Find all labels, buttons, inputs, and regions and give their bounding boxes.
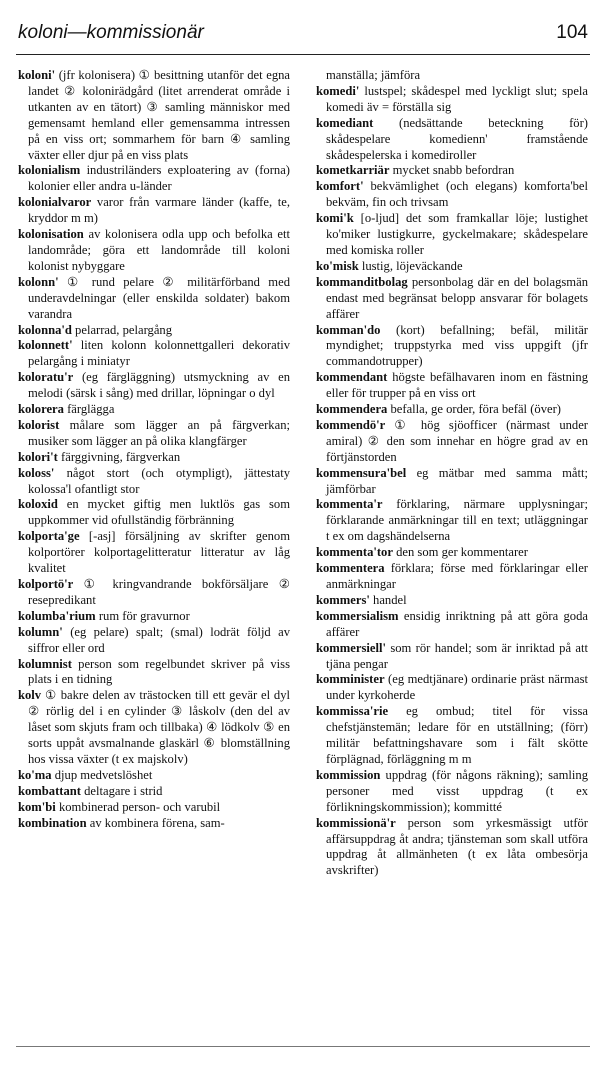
headword: komman'do [316,322,381,337]
headword: kolonnett' [18,338,73,353]
definition: ensidig inriktning på att göra goda affärer [326,608,588,639]
headword: kommenta'r [316,497,383,512]
definition: ① kringvandrande bokförsäljare ② resepredikant [28,577,290,607]
running-head: koloni—kommissionär [18,22,204,43]
dictionary-entry [316,466,588,498]
headword: ko'ma [18,767,52,782]
headword: komi'k [316,211,354,226]
dictionary-entry [316,561,588,593]
headword: kolumba'rium [18,608,96,623]
dictionary-entry [18,816,290,832]
headword: kommission [316,767,381,782]
dictionary-entry [316,497,588,545]
headword: komedi' [316,83,360,98]
dictionary-entry [18,609,290,625]
headword: kommersialism [316,608,399,623]
definition: liten kolonn kolonnettgalleri dekorativ pelargång i miniatyr [28,338,290,369]
definition: person som regelbundet skriver på viss plats i en tidning [28,656,290,687]
dictionary-entry [316,84,588,116]
dictionary-entry [18,529,290,577]
definition: (jfr kolonisera) ① besittning utanför det egna landet ② kolonirädgård (litet arrenderat område i utkanten av en tätort) ③ samling människor med gemensamt hemland eller gemensamma intressen på en viss ort; sommarhem för barn ④ samling växter eller djur på en viss plats [28,68,290,162]
dictionary-entry [316,418,588,466]
definition: (eg pelare) spalt; (smal) lodrät följd av siffror eller ord [28,624,290,655]
definition: befalla, ge order, föra befäl (över) [387,402,561,417]
headword: kolonialism [18,163,81,178]
dictionary-entry [316,816,588,880]
definition: (kort) befallning; befäl, militär myndighet; truppstyrka med viss uppgift (jfr commandotrupper) [326,322,588,369]
headword: kolori't [18,449,58,464]
definition: ① hög sjöofficer (närmast under amiral) ② den som innehar en högre grad av en förtjänstorden [326,417,588,464]
definition: manställa; jämföra [326,68,421,82]
definition: ① rund pelare ② militärförband med underavdelningar (eller enskilda soldater) bakom varandra [28,274,290,321]
headword: koloss' [18,465,55,480]
definition: eg mätbar med samma mått; jämförbar [326,465,588,496]
headword: kom'bi [18,799,56,814]
dictionary-entry [316,768,588,816]
dictionary-entry [316,116,588,164]
dictionary-entry [316,609,588,641]
definition: pelarrad, pelargång [71,322,173,337]
headword: kometkarriär [316,163,390,178]
dictionary-entry [316,163,588,179]
definition: (nedsättande beteckning för) skådespelare komedienn' framstående skådespelerska i komediroller [326,115,588,162]
headword: komfort' [316,179,364,194]
headword: kolumnist [18,656,72,671]
definition: deltagare i strid [80,783,163,798]
definition: person som yrkesmässigt utför affärsuppdrag åt andra; tjänsteman som skall utföra uppdrag åt allmänheten (t ex låta ombesörja avskrifter) [326,815,588,878]
dictionary-entry [18,275,290,323]
dictionary-entry [18,370,290,402]
dictionary-entry [18,688,290,768]
dictionary-entry [316,545,588,561]
definition: lustspel; skådespel med lyckligt slut; spela komedi äv = förställa sig [326,83,588,114]
dictionary-entry [316,370,588,402]
headword: kommendant [316,370,388,385]
definition: handel [369,592,407,607]
headword: kommanditbolag [316,274,408,289]
dictionary-entry [316,672,588,704]
dictionary-entry [18,768,290,784]
definition: [o-ljud] det som framkallar löje; lustighet ko'miker lustigkurre, gyckelmakare; skådespelare med komiska roller [326,211,588,257]
headword: kommensura'bel [316,465,407,480]
headword: kolv [18,688,42,703]
dictionary-entry [18,657,290,689]
headword: kombattant [18,783,81,798]
headword: kolorist [18,417,60,432]
definition: av kombinera förena, sam- [86,815,225,830]
definition: personbolag där en del bolagsmän endast med begränsat belopp ansvarar för bolagets affärer [326,274,588,321]
definition: färggivning, färgverkan [57,449,181,464]
dictionary-entry [316,323,588,371]
headword: kommers' [316,592,370,607]
footer-rule [16,1046,590,1047]
headword: kolonna'd [18,322,72,337]
headword: kommenta'tor [316,545,393,560]
headword: kommentera [316,561,385,576]
dictionary-entry [18,784,290,800]
definition: lustig, löjeväckande [358,258,463,273]
page-number: 104 [556,22,588,43]
headword: kolportö'r [18,577,74,591]
dictionary-entry [18,163,290,195]
dictionary-entry [316,275,588,323]
definition: eg ombud; titel för vissa chefstjänstemän; ledare för en utställning; (förr) militär befattningshavare som i fält skötte förplägnad, förläggning m m [326,704,588,766]
headword: kombination [18,815,87,830]
dictionary-entry [316,179,588,211]
definition: djup medvetslöshet [51,767,153,782]
definition: bekvämlighet (och elegans) komforta'bel bekväm, fin och trivsam [326,179,588,210]
dictionary-entry [316,211,588,259]
definition: kombinerad person- och varubil [55,799,221,814]
definition: (eg medtjänare) ordinarie präst närmast under kyrkoherde [326,672,588,703]
definition: en mycket giftig men luktlös gas som uppkommer vid ofullständig förbränning [28,497,290,528]
left-column [18,68,290,832]
dictionary-entry [18,800,290,816]
definition: ① bakre delen av trästocken till ett gevär el dyl ② rörlig del i en cylinder ③ låskolv (den del av låset som skjuts fram och tillbaka) ④ lödkolv ⑤ en sorts uppåt avsmalnande glaskärl ⑥ blomställning hos vissa växter (t ex majskolv) [28,688,290,766]
dictionary-entry [18,323,290,339]
headword: kommissa'rie [316,704,389,719]
definition: målare som lägger an på färgverkan; musiker som lägger an på olika klangfärger [28,417,290,448]
definition: industriländers exploatering av (forna) kolonier eller andra u-länder [28,163,290,194]
dictionary-entry [18,195,290,227]
headword: kommersiell' [316,640,386,655]
headword: kolonn' [18,274,59,289]
definition: [-asj] försäljning av skrifter genom kolportörer kolportagelitteratur litteratur av låg kvalitet [28,529,290,576]
definition: som rör handel; som är inriktad på att tjäna pengar [326,640,588,671]
definition: rum för gravurnor [95,608,190,623]
dictionary-entry [18,418,290,450]
dictionary-entry [18,497,290,529]
dictionary-entry [18,402,290,418]
headword: kolorera [18,402,64,417]
right-column [316,68,588,879]
dictionary-entry [18,625,290,657]
definition: varor från varmare länder (kaffe, te, kryddor m m) [28,195,290,226]
dictionary-entry [316,402,588,418]
dictionary-entry [18,68,290,163]
dictionary-entry [316,704,588,768]
headword: kolumn' [18,624,63,639]
dictionary-entry [18,227,290,275]
dictionary-entry [18,466,290,498]
definition: något stort (och otympligt), jättestaty kolossa'l ofantligt stor [28,465,290,496]
definition: mycket snabb befordran [389,163,515,178]
definition: (eg färgläggning) utsmyckning av en melodi (särsk i sång) med drillar, löpningar o dyl [28,370,290,401]
headword: kommissionä'r [316,815,396,830]
definition: av kolonisera odla upp och befolka ett landområde; göra ett landområde till koloni kolonist nybyggare [28,227,290,273]
definition: uppdrag (för någons räkning); samling personer med visst uppdrag (t ex förlikningskommission); kommitté [326,767,588,814]
headword: komminister [316,672,385,687]
headword: kommendera [316,402,388,417]
page-header [18,22,588,48]
headword: komediant [316,115,374,130]
dictionary-entry [316,641,588,673]
headword: koloxid [18,497,58,512]
definition: förklara; förse med förklaringar eller anmärkningar [326,561,588,591]
dictionary-entry [18,450,290,466]
headword: koloratu'r [18,370,74,385]
headword: koloni' [18,68,56,82]
dictionary-entry [316,259,588,275]
dictionary-entry [316,593,588,609]
headword: kolporta'ge [18,529,80,544]
headword: ko'misk [316,258,359,273]
header-rule [16,54,590,55]
definition: förklaring, närmare upplysningar; förklarande anmärkningar till en text; utläggningar t ex om dagshändelserna [326,497,588,544]
dictionary-entry [316,68,588,84]
definition: färglägga [63,402,115,417]
headword: kommendö'r [316,417,386,432]
definition: den som ger kommentarer [392,545,528,560]
headword: kolonisation [18,227,84,242]
dictionary-entry [18,338,290,370]
dictionary-entry [18,577,290,609]
headword: kolonialvaror [18,195,92,210]
definition: högste befälhavaren inom en fästning eller för trupper på en viss ort [326,370,588,401]
